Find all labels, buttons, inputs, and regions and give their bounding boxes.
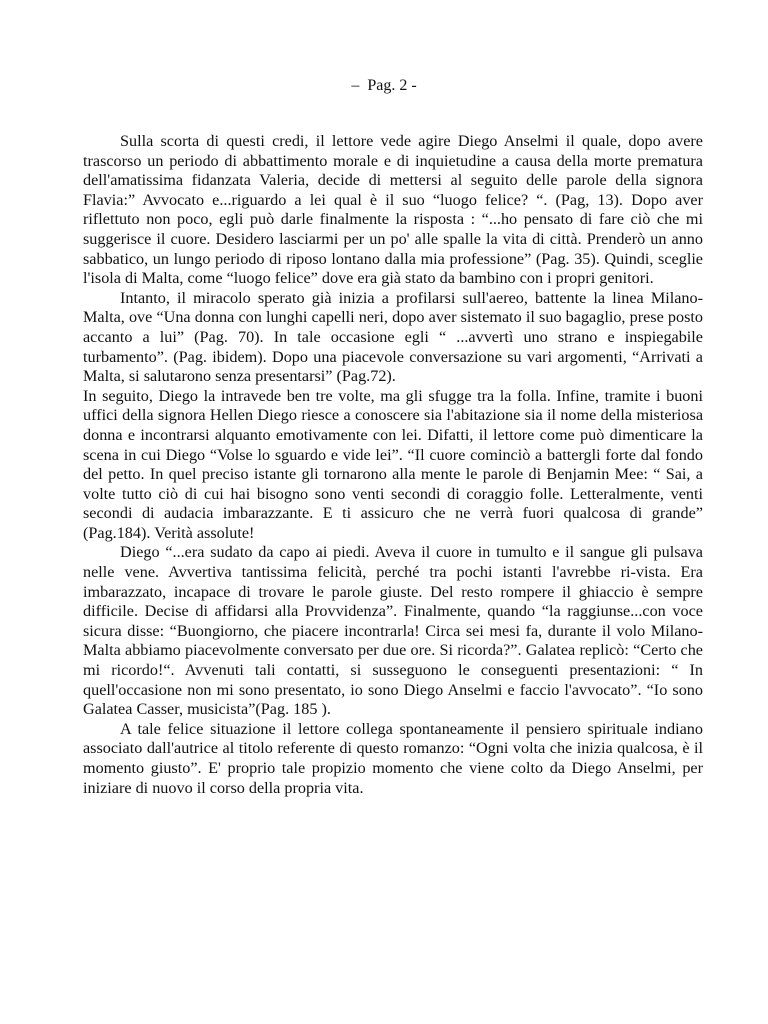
paragraph-2: Intanto, il miracolo sperato già inizia a profilarsi sull'aereo, battente la linea Milano-Malta, ove “Una donna con lunghi capelli neri, dopo aver sistemato il suo bagaglio, prese posto accanto a lui” (Pag. 70). In tale occasione egli “ ...avvertì uno strano e inspiegabile turbamento”. (Pag. ibidem). Dopo una piacevole conversazione su vari argomenti, “Arrivati a Malta, si salutarono senza presentarsi” (Pag.72).: [83, 288, 703, 386]
body-text: [83, 132, 703, 798]
paragraph-3: In seguito, Diego la intravede ben tre volte, ma gli sfugge tra la folla. Infine, tramite i buoni uffici della signora Hellen Diego riesce a conoscere sia l'abitazione sia il nome della misteriosa donna e incontrarsi alquanto emotivamente con lei. Difatti, il lettore come può dimenticare la scena in cui Diego “Volse lo sguardo e vide lei”. “Il cuore cominciò a battergli forte dal fondo del petto. In quel preciso istante gli tornarono alla mente le parole di Benjamin Mee: “ Sai, a volte tutto ciò di cui hai bisogno sono venti secondi di coraggio folle. Letteralmente, venti secondi di audacia imbarazzante. E ti assicuro che ne verrà fuori qualcosa di grande” (Pag.184). Verità assolute!: [83, 386, 703, 542]
paragraph-5: A tale felice situazione il lettore collega spontaneamente il pensiero spirituale indiano associato dall'autrice al titolo referente di questo romanzo: “Ogni volta che inizia qualcosa, è il momento giusto”. E' proprio tale propizio momento che viene colto da Diego Anselmi, per iniziare di nuovo il corso della propria vita.: [83, 719, 703, 797]
paragraph-1: Sulla scorta di questi credi, il lettore vede agire Diego Anselmi il quale, dopo avere trascorso un periodo di abbattimento morale e di inquietudine a causa della morte prematura dell'amatissima fidanzata Valeria, decide di mettersi al seguito delle parole della signora Flavia:” Avvocato e...riguardo a lei qual è il suo “luogo felice? “. (Pag, 13). Dopo aver riflettuto non poco, egli può darle finalmente la risposta : “...ho pensato di fare ciò che mi suggerisce il cuore. Desidero lasciarmi per un po' alle spalle la vita di città. Prenderò un anno sabbatico, un lungo periodo di riposo lontano dalla mia professione” (Pag. 35). Quindi, sceglie l'isola di Malta, come “luogo felice” dove era già stato da bambino con i propri genitori.: [83, 132, 703, 288]
page-number: – Pag. 2 -: [351, 77, 417, 94]
paragraph-4: Diego “...era sudato da capo ai piedi. Aveva il cuore in tumulto e il sangue gli pulsava nelle vene. Avvertiva tantissima felicità, perché tra pochi istanti l'avrebbe ri-vista. Era imbarazzato, incapace di trovare le parole giuste. Del resto rompere il ghiaccio è sempre difficile. Decise di affidarsi alla Provvidenza”. Finalmente, quando “la raggiunse...con voce sicura disse: “Buongiorno, che piacere incontrarla! Circa sei mesi fa, durante il volo Milano-Malta abbiamo piacevolmente conversato per due ore. Si ricorda?”. Galatea replicò: “Certo che mi ricordo!“. Avvenuti tali contatti, si susseguono le conseguenti presentazioni: “ In quell'occasione non mi sono presentato, io sono Diego Anselmi e faccio l'avvocato”. “Io sono Galatea Casser, musicista”(Pag. 185 ).: [83, 543, 703, 719]
